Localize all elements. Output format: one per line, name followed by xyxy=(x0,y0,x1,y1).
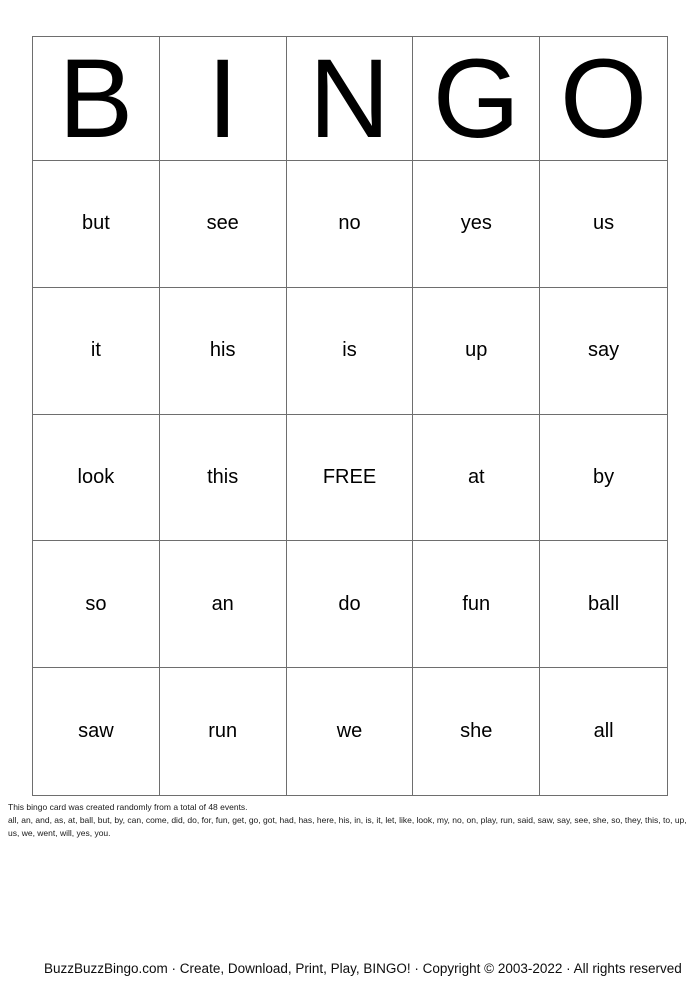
bingo-card xyxy=(32,36,668,796)
bingo-cell-r1-c4[interactable]: yes xyxy=(413,161,540,288)
bingo-cell-r2-c2[interactable]: his xyxy=(160,288,287,415)
bingo-cell-r1-c3[interactable]: no xyxy=(287,161,414,288)
bingo-cell-r5-c1[interactable]: saw xyxy=(33,668,160,795)
bingo-cell-r4-c5[interactable]: ball xyxy=(540,541,667,668)
bingo-header-cell-o: O xyxy=(540,37,667,161)
bingo-header-cell-n: N xyxy=(287,37,414,161)
bingo-cell-r2-c4[interactable]: up xyxy=(413,288,540,415)
bingo-cell-r2-c5[interactable]: say xyxy=(540,288,667,415)
bingo-cell-r1-c2[interactable]: see xyxy=(160,161,287,288)
bingo-cell-r2-c1[interactable]: it xyxy=(33,288,160,415)
bingo-cell-r3-c2[interactable]: this xyxy=(160,415,287,542)
bingo-cell-r4-c1[interactable]: so xyxy=(33,541,160,668)
bingo-cell-r1-c5[interactable]: us xyxy=(540,161,667,288)
notes-events-list: all, an, and, as, at, ball, but, by, can, come, did, do, for, fun, get, go, got, had, has, here, his, in, is, it, let, like, look, my, no, on, play, run, said, saw, say, see, she, so, they, this, to, up, us, we, went, will, yes, you. xyxy=(8,815,687,838)
footer-credit-line: BuzzBuzzBingo.com · Create, Download, Print, Play, BINGO! · Copyright © 2003-2022 · All rights reserved xyxy=(44,961,682,976)
bingo-cell-r3-c1[interactable]: look xyxy=(33,415,160,542)
bingo-cell-r2-c3[interactable]: is xyxy=(287,288,414,415)
bingo-cell-r4-c2[interactable]: an xyxy=(160,541,287,668)
bingo-header-cell-i: I xyxy=(160,37,287,161)
bingo-cell-r5-c2[interactable]: run xyxy=(160,668,287,795)
bingo-cell-r5-c5[interactable]: all xyxy=(540,668,667,795)
bingo-cell-r3-c4[interactable]: at xyxy=(413,415,540,542)
bingo-header-cell-b: B xyxy=(33,37,160,161)
bingo-cell-r1-c1[interactable]: but xyxy=(33,161,160,288)
bingo-cell-r4-c4[interactable]: fun xyxy=(413,541,540,668)
card-notes xyxy=(8,801,696,840)
bingo-cell-r3-c5[interactable]: by xyxy=(540,415,667,542)
bingo-cell-r5-c3[interactable]: we xyxy=(287,668,414,795)
bingo-header-cell-g: G xyxy=(413,37,540,161)
bingo-cell-r5-c4[interactable]: she xyxy=(413,668,540,795)
notes-summary-line: This bingo card was created randomly from a total of 48 events. xyxy=(8,802,248,812)
bingo-cell-free[interactable]: FREE xyxy=(287,415,414,542)
bingo-cell-r4-c3[interactable]: do xyxy=(287,541,414,668)
